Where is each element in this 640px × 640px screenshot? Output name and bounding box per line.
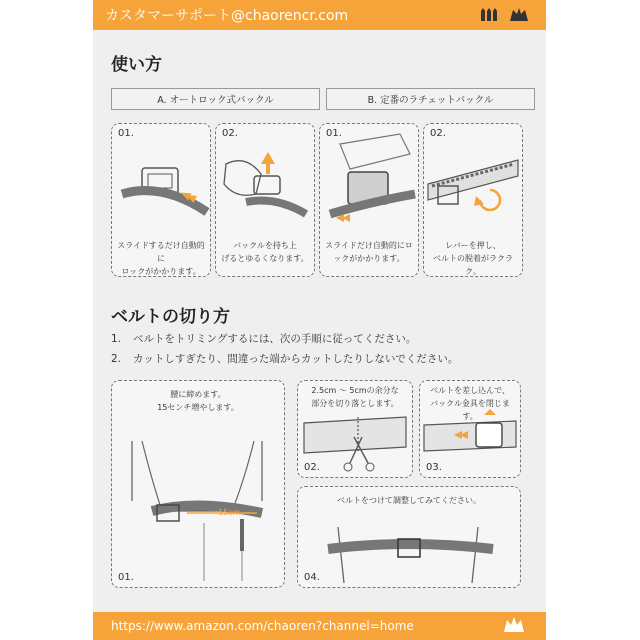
step-number: 03. [426, 462, 442, 473]
card-caption: ベルトを差し込んで、 バックル金具を閉じます。 [430, 386, 510, 421]
brand-icon [510, 8, 528, 22]
usage-title: 使い方 [111, 55, 162, 75]
step-number: 2. [111, 352, 122, 365]
card-caption: レバーを押し、 ベルトの脱着がラクラク。 [433, 241, 513, 276]
cutting-title: ベルトの切り方 [111, 307, 230, 327]
tab-ratchet[interactable]: B. 定番のラチェットバックル [326, 88, 535, 110]
card-caption: 腰に締めます。 15センチ増やします。 [157, 390, 239, 412]
measure-label: 15cm [218, 508, 241, 517]
card-caption: 2.5cm ～ 5cmの余分な 部分を切り落とします。 [311, 386, 399, 408]
step-number: 02. [304, 462, 320, 473]
waist-measure-illustration [112, 381, 284, 587]
cutting-card-2 [297, 380, 413, 478]
product-info-page [93, 0, 546, 640]
brand-icon [504, 617, 524, 633]
step-text: ベルトをトリミングするには、次の手順に従ってください。 [133, 333, 417, 345]
step-number: 02. [222, 128, 238, 139]
step-text: カットしすぎたり、間違った端からカットしたりしないでください。 [133, 352, 459, 365]
step-number: 01. [326, 128, 342, 139]
store-link[interactable]: https://www.amazon.com/chaoren?channel=home [111, 619, 414, 633]
card-caption: スライドするだけ自動的に ロックがかかります。 [117, 241, 205, 276]
card-caption: バックルを持ち上 げるとゆるくなります。 [221, 241, 309, 263]
cutting-card-4 [297, 486, 521, 588]
usage-card-a1 [111, 123, 211, 277]
step-number: 01. [118, 128, 134, 139]
tab-auto-lock[interactable]: A. オートロック式バックル [111, 88, 320, 110]
step-number: 02. [430, 128, 446, 139]
step-number: 1. [111, 333, 122, 345]
header-bar [93, 0, 546, 30]
usage-card-b2 [423, 123, 523, 277]
card-caption: スライドだけ自動的にロ ックがかかります。 [325, 241, 413, 263]
cutting-steps [111, 330, 458, 370]
usage-card-a2 [215, 123, 315, 277]
step-item [111, 350, 458, 370]
step-number: 01. [118, 572, 134, 583]
cutting-card-1 [111, 380, 285, 588]
buckle-type-tabs [111, 88, 535, 110]
usage-card-b1 [319, 123, 419, 277]
step-item [111, 330, 458, 350]
footer-bar [93, 612, 546, 640]
cutting-card-3 [419, 380, 521, 478]
trophy-icon [480, 8, 502, 22]
step-number: 04. [304, 572, 320, 583]
support-email[interactable]: カスタマーサポート@chaorencr.com [105, 8, 349, 24]
card-caption: ベルトをつけて調整してみてください。 [337, 496, 481, 505]
adjust-belt-illustration [298, 487, 520, 587]
